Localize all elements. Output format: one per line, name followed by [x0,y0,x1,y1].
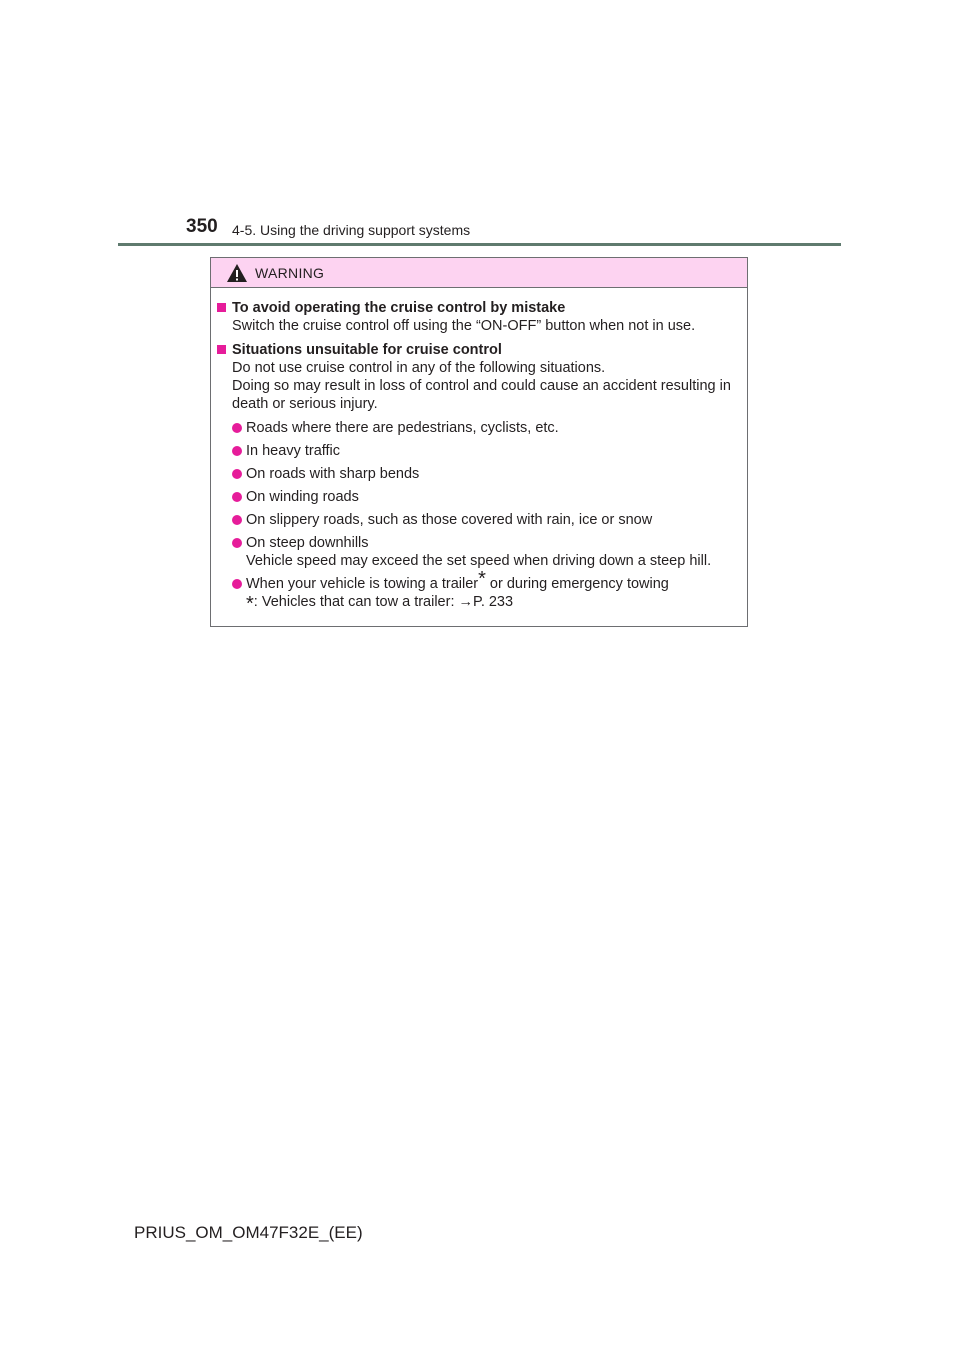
warning-label: WARNING [255,264,325,281]
footnote [246,593,669,615]
topic-unsuitable [217,341,747,616]
list-item-text: On steep downhills [246,535,369,551]
asterisk-mark: * [478,568,486,591]
list-item [232,568,747,615]
list-item-note: Vehicle speed may exceed the set speed when driving down a steep hill. [246,553,712,569]
page-number: 350 [186,216,218,237]
topic-text: Doing so may result in loss of control and could cause an accident resulting in death or serious injury. [232,378,731,412]
round-bullet-icon [232,492,242,502]
list-item-text: On winding roads [246,489,359,505]
warning-triangle-icon [226,263,248,283]
square-bullet-icon [217,303,226,312]
list-item-text: In heavy traffic [246,443,341,459]
square-bullet-icon [217,345,226,354]
towing-text: When your vehicle is towing a trailer [246,576,479,592]
list-item [232,534,747,570]
list-item-text: On roads with sharp bends [246,466,420,482]
list-item [232,419,747,437]
towing-text-continued: or during emergency towing [485,576,669,592]
topic-mistake [217,299,747,335]
header-divider [118,243,841,246]
topic-text: Switch the cruise control off using the “ON-OFF” button when not in use. [232,318,696,334]
warning-box [210,257,748,627]
topic-text: Do not use cruise control in any of the following situations. [232,360,606,376]
topic-title: To avoid operating the cruise control by mistake [232,300,566,316]
round-bullet-icon [232,446,242,456]
warning-header [211,258,747,288]
round-bullet-icon [232,579,242,589]
list-item [232,465,747,483]
list-item-text: On slippery roads, such as those covered with rain, ice or snow [246,512,653,528]
situation-list [232,419,747,615]
list-item [232,488,747,506]
round-bullet-icon [232,538,242,548]
round-bullet-icon [232,469,242,479]
round-bullet-icon [232,423,242,433]
warning-body [211,288,747,616]
section-title: 4-5. Using the driving support systems [232,222,471,238]
document-code: PRIUS_OM_OM47F32E_(EE) [134,1223,363,1242]
list-item [232,442,747,460]
list-item [232,511,747,529]
list-item-text [246,568,669,593]
topic-title: Situations unsuitable for cruise control [232,342,502,358]
round-bullet-icon [232,515,242,525]
list-item-text: Roads where there are pedestrians, cyclists, etc. [246,420,559,436]
footnote-asterisk: * [246,593,254,615]
footnote-text: : Vehicles that can tow a trailer: →P. 233 [253,594,514,610]
